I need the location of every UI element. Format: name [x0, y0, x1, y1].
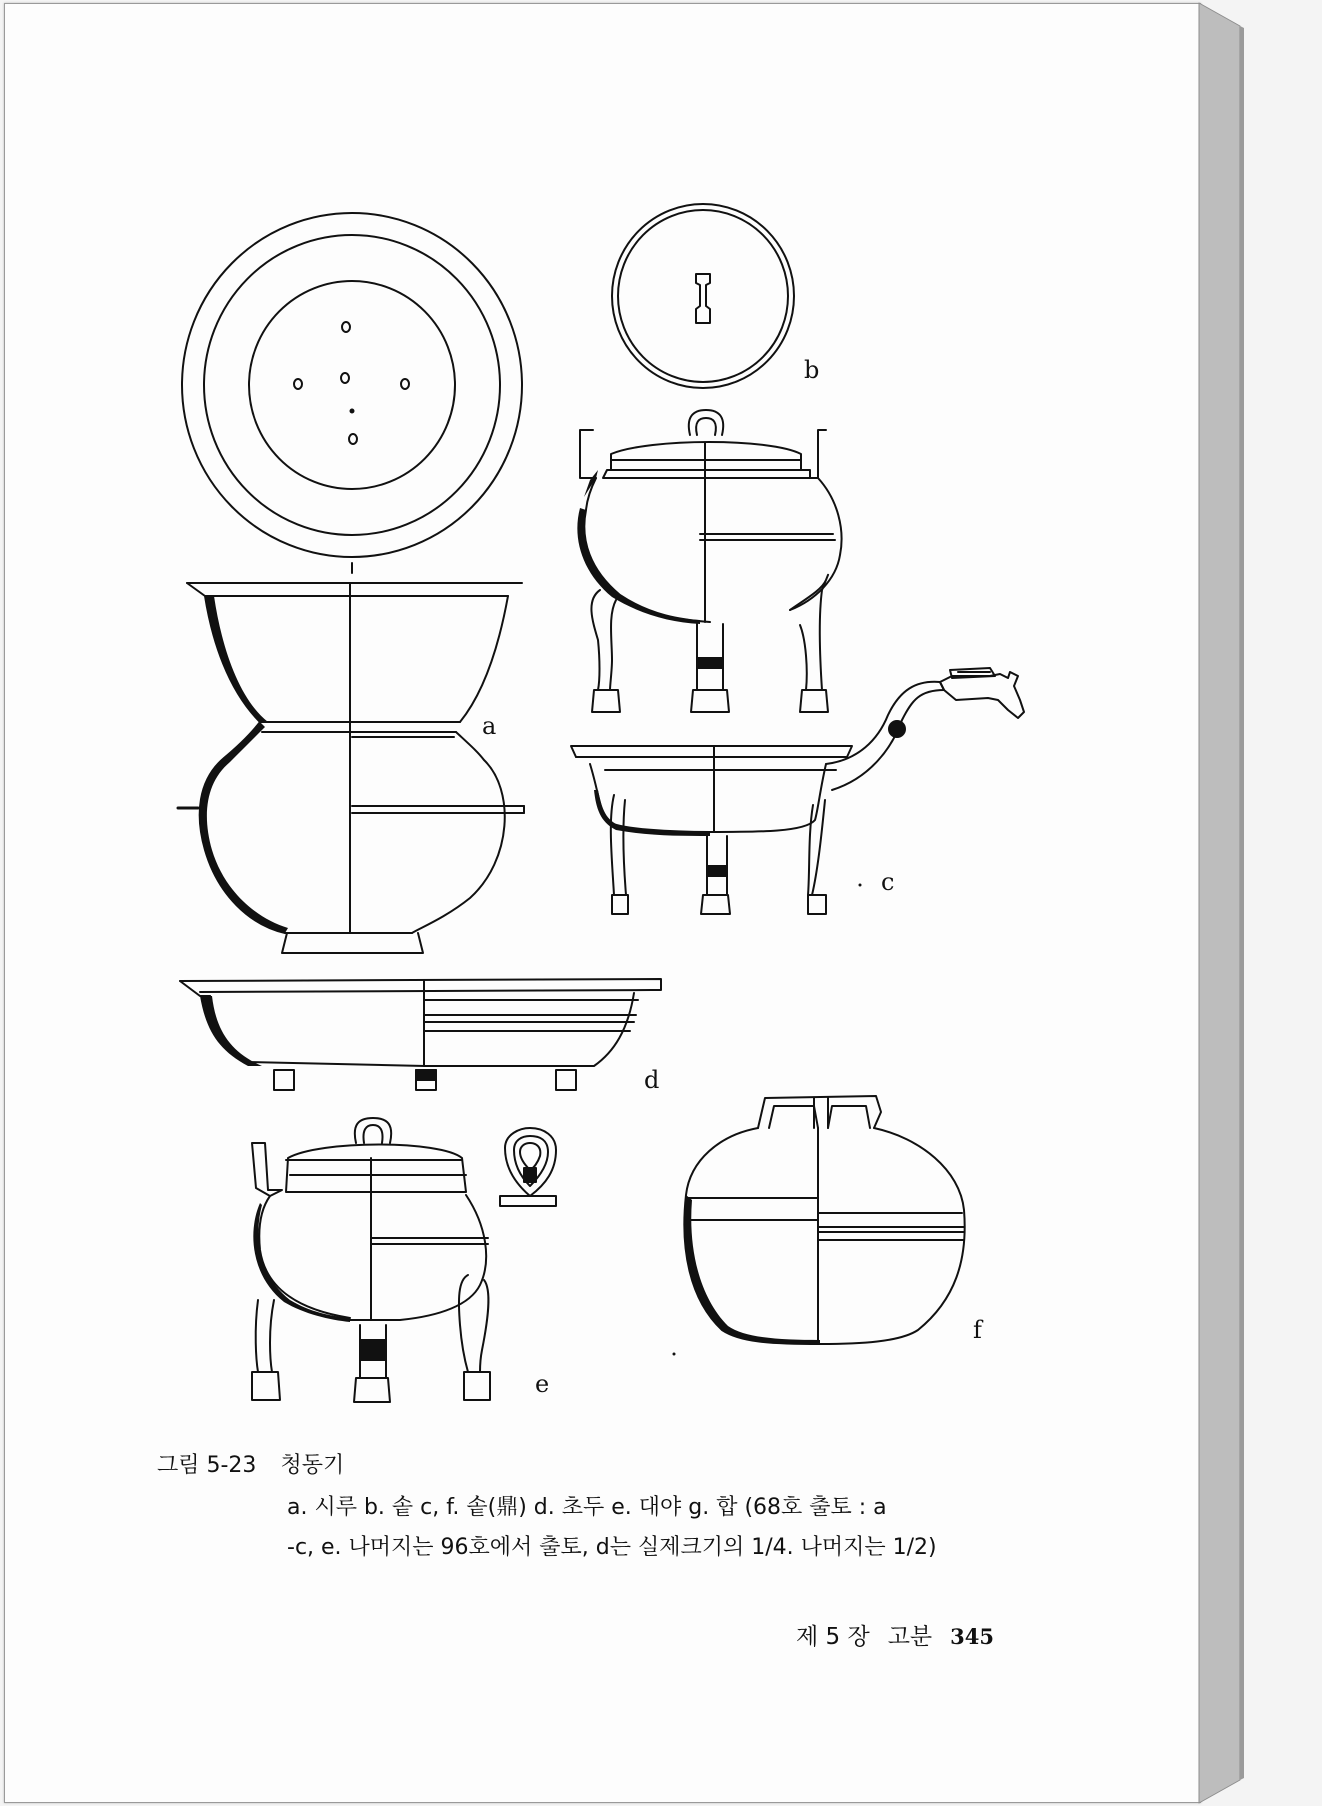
- page-number: 345: [950, 1624, 994, 1649]
- footer-chapter: 제 5 장: [796, 1624, 870, 1650]
- label-e: e: [535, 1370, 550, 1398]
- vessel-d-elevation: [180, 979, 661, 1094]
- caption-line-2: -c, e. 나머지는 96호에서 출토, d는 실제크기의 1/4. 나머지는 1/2): [287, 1535, 937, 1560]
- caption-line-1: a. 시루 b. 솥 c, f. 솥(鼎) d. 초두 e. 대야 g. 합 (68호 출토 : a: [287, 1495, 887, 1520]
- caption-title-row: [157, 1448, 1057, 1479]
- vessel-b-elevation: [577, 410, 841, 712]
- vessel-b-lid-top-view: [612, 204, 794, 388]
- label-c: c: [881, 868, 895, 896]
- footer-section: 고분: [887, 1624, 933, 1650]
- vessel-c-elevation: [571, 668, 1024, 914]
- page-edge-shading: [1199, 3, 1244, 1803]
- vessel-f-elevation: [684, 1096, 964, 1344]
- figure-caption: [157, 1448, 1057, 1560]
- page-footer: [796, 1618, 994, 1651]
- label-a: a: [482, 712, 497, 740]
- vessel-a-top-view: [182, 213, 522, 573]
- label-d: d: [644, 1066, 660, 1094]
- label-b: b: [804, 356, 820, 384]
- caption-title: 청동기: [280, 1453, 345, 1478]
- vessel-e-elevation: [252, 1118, 556, 1402]
- label-f: f: [973, 1316, 982, 1344]
- vessel-a-elevation: [178, 583, 524, 953]
- caption-number: 그림 5-23: [157, 1453, 257, 1478]
